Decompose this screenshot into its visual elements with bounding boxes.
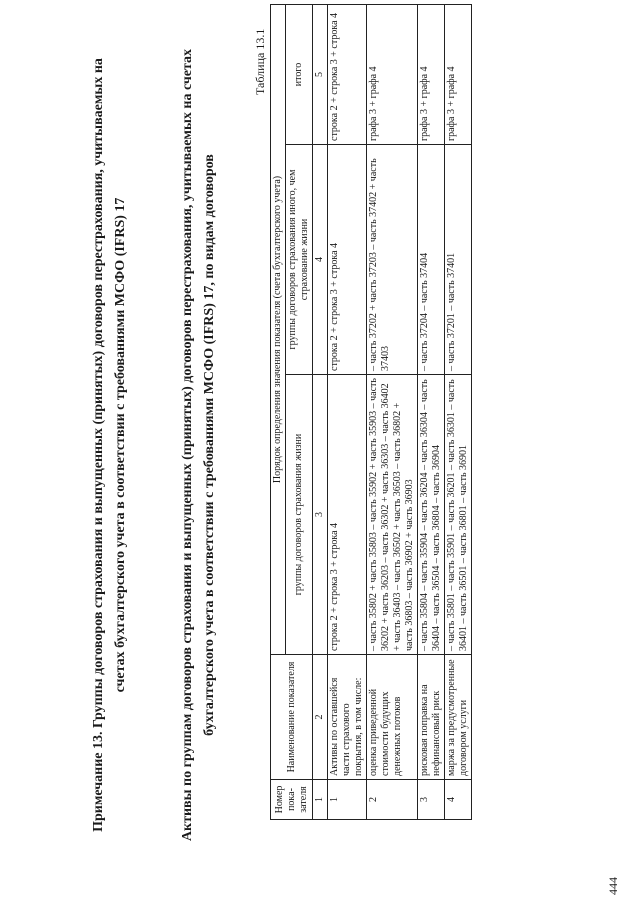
note-title: Примечание 13. Группы договоров страхования и выпущенных (принятых) договоров перестрахования, учитываемых на счетах бухгалтерского учета в соответствии с требованиями МСФО (IFRS) 17 bbox=[91, 58, 128, 832]
row-name: оценка приведенной стоимости будущих денежных потоков bbox=[367, 655, 418, 780]
assets-title: Активы по группам договоров страхования и выпущенных (принятых) договоров перестрахования, учитываемых на счетах бухгалтерского учета в соответствии с требованиями МСФО (IFRS) 17, по видам договоров bbox=[180, 48, 217, 842]
table-row bbox=[367, 5, 418, 820]
column-number: 3 bbox=[313, 375, 328, 655]
row-life-formula: – часть 35802 + часть 35803 – часть 35902 + часть 35903 – часть 36202 + часть 36203 – часть 36302 + часть 36303 – часть 36402 + часть 36403 – часть 36502 + часть 36503 – часть 36802 + часть 36803 – часть 36902 + часть 36903 bbox=[367, 375, 418, 655]
row-life-formula: – часть 35804 – часть 35904 – часть 36204 – часть 36304 – часть 36404 – часть 36504 – часть 36804 – часть 36904 bbox=[418, 375, 445, 655]
table-row bbox=[445, 5, 472, 820]
row-life-formula: строка 2 + строка 3 + строка 4 bbox=[328, 375, 367, 655]
row-name: рисковая поправка на нефинансовый риск bbox=[418, 655, 445, 780]
row-total-formula: графа 3 + графа 4 bbox=[445, 5, 472, 145]
header-life: группы договоров страхования жизни bbox=[286, 375, 313, 655]
row-number: 3 bbox=[418, 780, 445, 820]
row-nonlife-formula: – часть 37202 + часть 37203 – часть 37402 + часть 37403 bbox=[367, 145, 418, 375]
row-total-formula: графа 3 + графа 4 bbox=[367, 5, 418, 145]
row-total-formula: строка 2 + строка 3 + строка 4 bbox=[328, 5, 367, 145]
table-row bbox=[328, 5, 367, 820]
header-nonlife: группы договоров страхования иного, чем страхование жизни bbox=[286, 145, 313, 375]
row-number: 1 bbox=[328, 780, 367, 820]
header-group: Порядок определения значения показателя (счета бухгалтерского учета) bbox=[271, 5, 286, 655]
header-row bbox=[271, 5, 286, 820]
row-number: 4 bbox=[445, 780, 472, 820]
table-label: Таблица 13.1 bbox=[253, 28, 267, 95]
row-nonlife-formula: – часть 37204 – часть 37404 bbox=[418, 145, 445, 375]
row-total-formula: графа 3 + графа 4 bbox=[418, 5, 445, 145]
assets-table bbox=[270, 4, 472, 820]
row-life-formula: – часть 35801 – часть 35901 – часть 36201 – часть 36301 – часть 36401 – часть 36501 – часть 36801 – часть 36901 bbox=[445, 375, 472, 655]
page-number: 444 bbox=[606, 877, 620, 895]
header-name: Наименование показателя bbox=[271, 655, 313, 780]
column-number: 5 bbox=[313, 5, 328, 145]
column-number: 4 bbox=[313, 145, 328, 375]
row-name: маржа за предусмотренные договором услуги bbox=[445, 655, 472, 780]
column-number: 2 bbox=[313, 655, 328, 780]
row-nonlife-formula: строка 2 + строка 3 + строка 4 bbox=[328, 145, 367, 375]
column-number: 1 bbox=[313, 780, 328, 820]
row-nonlife-formula: – часть 37201 – часть 37401 bbox=[445, 145, 472, 375]
header-num: Номер пока-зателя bbox=[271, 780, 313, 820]
row-number: 2 bbox=[367, 780, 418, 820]
header-total: итого bbox=[286, 5, 313, 145]
table-row bbox=[418, 5, 445, 820]
column-number-row bbox=[313, 5, 328, 820]
row-name: Активы по оставшейся части страхового покрытия, в том числе: bbox=[328, 655, 367, 780]
